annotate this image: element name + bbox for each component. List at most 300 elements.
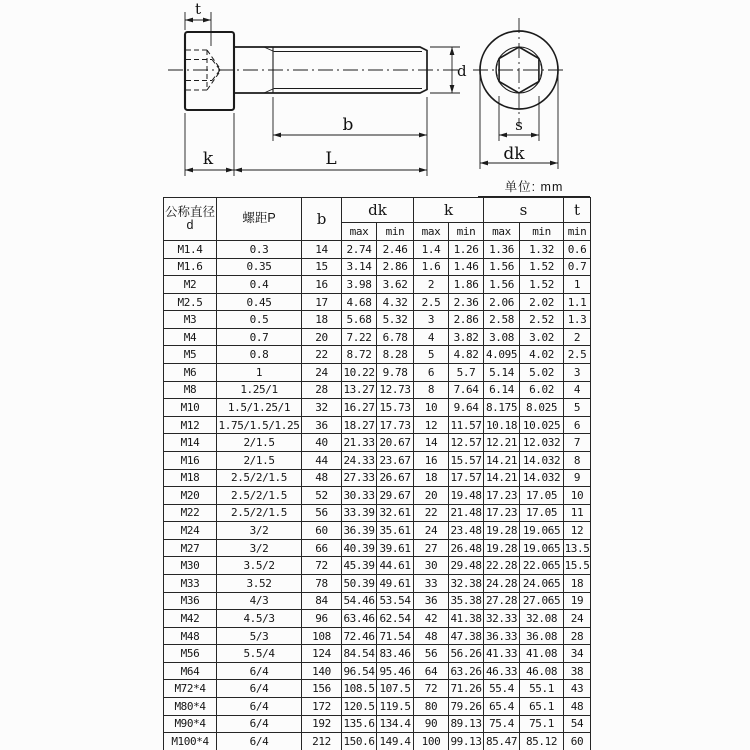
table-cell: 34 bbox=[564, 645, 591, 663]
table-cell: 23.67 bbox=[377, 451, 414, 469]
screw-end-view bbox=[473, 18, 566, 169]
table-cell: 23.48 bbox=[449, 522, 484, 540]
table-cell: 11 bbox=[564, 504, 591, 522]
table-cell: 42 bbox=[414, 610, 449, 628]
table-cell: 5.32 bbox=[377, 311, 414, 329]
table-cell: 17.05 bbox=[520, 487, 564, 505]
table-cell: 90 bbox=[414, 715, 449, 733]
table-cell: 18 bbox=[414, 469, 449, 487]
table-cell: 6 bbox=[414, 364, 449, 382]
table-cell: 75.4 bbox=[484, 715, 520, 733]
table-row bbox=[164, 733, 591, 750]
subheader-t-min: min bbox=[564, 223, 591, 241]
table-cell: 0.7 bbox=[564, 258, 591, 276]
table-cell: 22 bbox=[414, 504, 449, 522]
table-row bbox=[164, 662, 591, 680]
table-cell: 41.33 bbox=[484, 645, 520, 663]
table-cell: 1 bbox=[217, 364, 302, 382]
table-row bbox=[164, 627, 591, 645]
table-cell: 0.35 bbox=[217, 258, 302, 276]
table-cell: 17 bbox=[302, 293, 342, 311]
table-cell: 8.72 bbox=[342, 346, 377, 364]
table-cell: 20.67 bbox=[377, 434, 414, 452]
subheader-s-min: min bbox=[520, 223, 564, 241]
table-cell: 30.33 bbox=[342, 487, 377, 505]
table-cell: 2.46 bbox=[377, 241, 414, 259]
table-cell: 21.33 bbox=[342, 434, 377, 452]
table-cell: 3 bbox=[564, 364, 591, 382]
table-cell: 12.21 bbox=[484, 434, 520, 452]
dim-label-k: k bbox=[202, 149, 214, 169]
table-cell: 36 bbox=[414, 592, 449, 610]
cell-nominal-diameter: M6 bbox=[164, 364, 217, 382]
table-cell: 19.48 bbox=[449, 487, 484, 505]
table-cell: 0.4 bbox=[217, 276, 302, 294]
table-cell: 36.39 bbox=[342, 522, 377, 540]
table-cell: 14.032 bbox=[520, 469, 564, 487]
table-cell: 9 bbox=[564, 469, 591, 487]
table-cell: 24 bbox=[564, 610, 591, 628]
table-cell: 108.5 bbox=[342, 680, 377, 698]
table-cell: 4 bbox=[414, 328, 449, 346]
table-cell: 48 bbox=[564, 698, 591, 716]
table-row bbox=[164, 645, 591, 663]
table-cell: 24 bbox=[302, 364, 342, 382]
col-header-pitch: 螺距P bbox=[217, 198, 302, 241]
table-row bbox=[164, 276, 591, 294]
table-cell: 1.56 bbox=[484, 258, 520, 276]
table-cell: 3.52 bbox=[217, 574, 302, 592]
table-cell: 17.23 bbox=[484, 504, 520, 522]
table-cell: 8.28 bbox=[377, 346, 414, 364]
table-cell: 32.08 bbox=[520, 610, 564, 628]
table-cell: 1.32 bbox=[520, 241, 564, 259]
table-cell: 28 bbox=[302, 381, 342, 399]
table-cell: 18.27 bbox=[342, 416, 377, 434]
table-cell: 32 bbox=[302, 399, 342, 417]
table-cell: 50.39 bbox=[342, 574, 377, 592]
table-cell: 2/1.5 bbox=[217, 451, 302, 469]
table-cell: 56.26 bbox=[449, 645, 484, 663]
table-cell: 32.38 bbox=[449, 574, 484, 592]
table-cell: 18 bbox=[564, 574, 591, 592]
table-cell: 6/4 bbox=[217, 733, 302, 750]
table-row bbox=[164, 715, 591, 733]
table-cell: 3/2 bbox=[217, 539, 302, 557]
table-cell: 6/4 bbox=[217, 662, 302, 680]
table-cell: 1.26 bbox=[449, 241, 484, 259]
table-cell: 2.5 bbox=[564, 346, 591, 364]
table-row bbox=[164, 258, 591, 276]
table-cell: 212 bbox=[302, 733, 342, 750]
col-header-k: k bbox=[414, 198, 484, 223]
table-row bbox=[164, 241, 591, 259]
table-cell: 14 bbox=[302, 241, 342, 259]
cell-nominal-diameter: M72*4 bbox=[164, 680, 217, 698]
table-row bbox=[164, 451, 591, 469]
table-cell: 18 bbox=[302, 311, 342, 329]
unit-label: 单位: mm bbox=[478, 179, 590, 197]
dim-label-b: b bbox=[342, 115, 354, 135]
table-cell: 10.18 bbox=[484, 416, 520, 434]
table-cell: 6/4 bbox=[217, 680, 302, 698]
table-cell: 53.54 bbox=[377, 592, 414, 610]
dim-label-L: L bbox=[325, 149, 337, 169]
dim-label-d: d bbox=[457, 62, 467, 80]
table-cell: 84 bbox=[302, 592, 342, 610]
table-cell: 80 bbox=[414, 698, 449, 716]
col-header-s: s bbox=[484, 198, 564, 223]
col-header-t: t bbox=[564, 198, 591, 223]
table-cell: 2.74 bbox=[342, 241, 377, 259]
table-cell: 1 bbox=[564, 276, 591, 294]
table-cell: 3.82 bbox=[449, 328, 484, 346]
table-cell: 5.14 bbox=[484, 364, 520, 382]
table-cell: 8 bbox=[414, 381, 449, 399]
cell-nominal-diameter: M33 bbox=[164, 574, 217, 592]
cell-nominal-diameter: M64 bbox=[164, 662, 217, 680]
table-cell: 43 bbox=[564, 680, 591, 698]
table-cell: 14.21 bbox=[484, 451, 520, 469]
table-cell: 0.3 bbox=[217, 241, 302, 259]
table-cell: 17.57 bbox=[449, 469, 484, 487]
table-cell: 46.33 bbox=[484, 662, 520, 680]
table-cell: 85.47 bbox=[484, 733, 520, 750]
table-cell: 71.26 bbox=[449, 680, 484, 698]
subheader-dk-min: min bbox=[377, 223, 414, 241]
cell-nominal-diameter: M16 bbox=[164, 451, 217, 469]
table-row bbox=[164, 399, 591, 417]
table-cell: 108 bbox=[302, 627, 342, 645]
table-cell: 3.08 bbox=[484, 328, 520, 346]
table-cell: 150.6 bbox=[342, 733, 377, 750]
table-cell: 17.23 bbox=[484, 487, 520, 505]
table-cell: 16 bbox=[414, 451, 449, 469]
table-row bbox=[164, 557, 591, 575]
table-cell: 1.56 bbox=[484, 276, 520, 294]
table-cell: 49.61 bbox=[377, 574, 414, 592]
table-cell: 6/4 bbox=[217, 698, 302, 716]
table-cell: 0.5 bbox=[217, 311, 302, 329]
table-cell: 19 bbox=[564, 592, 591, 610]
table-cell: 2.5/2/1.5 bbox=[217, 487, 302, 505]
table-cell: 2.5 bbox=[414, 293, 449, 311]
table-cell: 63.26 bbox=[449, 662, 484, 680]
table-cell: 35.38 bbox=[449, 592, 484, 610]
table-cell: 4.02 bbox=[520, 346, 564, 364]
table-cell: 85.12 bbox=[520, 733, 564, 750]
table-cell: 2.5/2/1.5 bbox=[217, 469, 302, 487]
table-cell: 12.73 bbox=[377, 381, 414, 399]
table-cell: 1.52 bbox=[520, 276, 564, 294]
table-cell: 27.28 bbox=[484, 592, 520, 610]
table-cell: 12.57 bbox=[449, 434, 484, 452]
table-cell: 48 bbox=[302, 469, 342, 487]
table-cell: 3.98 bbox=[342, 276, 377, 294]
table-cell: 41.38 bbox=[449, 610, 484, 628]
table-row bbox=[164, 539, 591, 557]
table-row bbox=[164, 416, 591, 434]
table-cell: 35.61 bbox=[377, 522, 414, 540]
table-cell: 3.5/2 bbox=[217, 557, 302, 575]
table-cell: 32.61 bbox=[377, 504, 414, 522]
table-row bbox=[164, 293, 591, 311]
table-cell: 64 bbox=[414, 662, 449, 680]
spec-table bbox=[163, 197, 591, 750]
table-row bbox=[164, 698, 591, 716]
table-cell: 41.08 bbox=[520, 645, 564, 663]
table-cell: 5 bbox=[564, 399, 591, 417]
table-cell: 24.33 bbox=[342, 451, 377, 469]
table-cell: 27 bbox=[414, 539, 449, 557]
table-cell: 78 bbox=[302, 574, 342, 592]
table-cell: 5.7 bbox=[449, 364, 484, 382]
table-cell: 2.06 bbox=[484, 293, 520, 311]
table-cell: 1.5/1.25/1 bbox=[217, 399, 302, 417]
table-cell: 26.67 bbox=[377, 469, 414, 487]
table-row bbox=[164, 592, 591, 610]
table-cell: 19.065 bbox=[520, 539, 564, 557]
cell-nominal-diameter: M42 bbox=[164, 610, 217, 628]
table-cell: 17.05 bbox=[520, 504, 564, 522]
table-cell: 45.39 bbox=[342, 557, 377, 575]
col-header-nominal-diameter bbox=[164, 198, 217, 241]
cell-nominal-diameter: M18 bbox=[164, 469, 217, 487]
table-cell: 4/3 bbox=[217, 592, 302, 610]
dim-label-t: t bbox=[194, 0, 202, 18]
table-cell: 6.78 bbox=[377, 328, 414, 346]
table-cell: 22 bbox=[302, 346, 342, 364]
table-row bbox=[164, 522, 591, 540]
table-cell: 0.6 bbox=[564, 241, 591, 259]
table-cell: 33 bbox=[414, 574, 449, 592]
subheader-dk-max: max bbox=[342, 223, 377, 241]
table-cell: 2.52 bbox=[520, 311, 564, 329]
table-cell: 22.28 bbox=[484, 557, 520, 575]
table-cell: 0.45 bbox=[217, 293, 302, 311]
table-cell: 12 bbox=[414, 416, 449, 434]
table-cell: 52 bbox=[302, 487, 342, 505]
table-cell: 65.4 bbox=[484, 698, 520, 716]
cell-nominal-diameter: M56 bbox=[164, 645, 217, 663]
table-cell: 13.27 bbox=[342, 381, 377, 399]
table-cell: 2.5/2/1.5 bbox=[217, 504, 302, 522]
cell-nominal-diameter: M22 bbox=[164, 504, 217, 522]
table-cell: 1.1 bbox=[564, 293, 591, 311]
table-cell: 14.032 bbox=[520, 451, 564, 469]
table-cell: 99.13 bbox=[449, 733, 484, 750]
table-cell: 54 bbox=[564, 715, 591, 733]
table-cell: 2 bbox=[414, 276, 449, 294]
table-cell: 2.36 bbox=[449, 293, 484, 311]
table-cell: 10 bbox=[414, 399, 449, 417]
table-cell: 2.02 bbox=[520, 293, 564, 311]
table-cell: 24.28 bbox=[484, 574, 520, 592]
table-cell: 44.61 bbox=[377, 557, 414, 575]
table-cell: 2.58 bbox=[484, 311, 520, 329]
table-cell: 9.78 bbox=[377, 364, 414, 382]
table-cell: 13.5 bbox=[564, 539, 591, 557]
table-cell: 2 bbox=[564, 328, 591, 346]
spec-table-body bbox=[164, 241, 591, 750]
cell-nominal-diameter: M8 bbox=[164, 381, 217, 399]
table-cell: 140 bbox=[302, 662, 342, 680]
table-cell: 5.02 bbox=[520, 364, 564, 382]
table-cell: 56 bbox=[414, 645, 449, 663]
table-cell: 8.025 bbox=[520, 399, 564, 417]
table-cell: 29.67 bbox=[377, 487, 414, 505]
table-cell: 65.1 bbox=[520, 698, 564, 716]
table-cell: 38 bbox=[564, 662, 591, 680]
table-cell: 16.27 bbox=[342, 399, 377, 417]
table-row bbox=[164, 680, 591, 698]
cell-nominal-diameter: M2 bbox=[164, 276, 217, 294]
cell-nominal-diameter: M48 bbox=[164, 627, 217, 645]
cell-nominal-diameter: M12 bbox=[164, 416, 217, 434]
table-cell: 55.1 bbox=[520, 680, 564, 698]
spec-table-head bbox=[164, 198, 591, 241]
table-cell: 135.6 bbox=[342, 715, 377, 733]
table-cell: 15.5 bbox=[564, 557, 591, 575]
table-cell: 15 bbox=[302, 258, 342, 276]
table-cell: 14.21 bbox=[484, 469, 520, 487]
table-cell: 36 bbox=[302, 416, 342, 434]
table-cell: 192 bbox=[302, 715, 342, 733]
table-cell: 21.48 bbox=[449, 504, 484, 522]
table-row bbox=[164, 434, 591, 452]
table-cell: 5 bbox=[414, 346, 449, 364]
table-cell: 7 bbox=[564, 434, 591, 452]
table-cell: 5.5/4 bbox=[217, 645, 302, 663]
table-cell: 149.4 bbox=[377, 733, 414, 750]
table-cell: 2.86 bbox=[377, 258, 414, 276]
table-row bbox=[164, 381, 591, 399]
table-cell: 39.61 bbox=[377, 539, 414, 557]
subheader-k-max: max bbox=[414, 223, 449, 241]
screw-side-view bbox=[168, 0, 467, 176]
table-cell: 2/1.5 bbox=[217, 434, 302, 452]
table-cell: 119.5 bbox=[377, 698, 414, 716]
table-cell: 27.065 bbox=[520, 592, 564, 610]
table-cell: 1.6 bbox=[414, 258, 449, 276]
table-cell: 60 bbox=[302, 522, 342, 540]
table-cell: 120.5 bbox=[342, 698, 377, 716]
table-cell: 156 bbox=[302, 680, 342, 698]
table-cell: 89.13 bbox=[449, 715, 484, 733]
cell-nominal-diameter: M80*4 bbox=[164, 698, 217, 716]
table-cell: 10.22 bbox=[342, 364, 377, 382]
table-cell: 5/3 bbox=[217, 627, 302, 645]
table-cell: 26.48 bbox=[449, 539, 484, 557]
table-cell: 62.54 bbox=[377, 610, 414, 628]
table-cell: 22.065 bbox=[520, 557, 564, 575]
table-cell: 1.25/1 bbox=[217, 381, 302, 399]
table-cell: 19.28 bbox=[484, 522, 520, 540]
dim-label-s: s bbox=[515, 116, 523, 134]
table-cell: 0.7 bbox=[217, 328, 302, 346]
table-cell: 54.46 bbox=[342, 592, 377, 610]
table-row bbox=[164, 346, 591, 364]
table-cell: 8.175 bbox=[484, 399, 520, 417]
table-cell: 4.82 bbox=[449, 346, 484, 364]
table-cell: 17.73 bbox=[377, 416, 414, 434]
table-cell: 56 bbox=[302, 504, 342, 522]
table-cell: 3.14 bbox=[342, 258, 377, 276]
table-row bbox=[164, 504, 591, 522]
table-cell: 16 bbox=[302, 276, 342, 294]
table-cell: 72 bbox=[302, 557, 342, 575]
table-cell: 60 bbox=[564, 733, 591, 750]
table-cell: 63.46 bbox=[342, 610, 377, 628]
spec-table-wrap bbox=[163, 197, 591, 750]
table-cell: 3/2 bbox=[217, 522, 302, 540]
table-cell: 6/4 bbox=[217, 715, 302, 733]
table-cell: 1.52 bbox=[520, 258, 564, 276]
table-cell: 84.54 bbox=[342, 645, 377, 663]
table-cell: 3.62 bbox=[377, 276, 414, 294]
table-cell: 4.32 bbox=[377, 293, 414, 311]
table-cell: 19.28 bbox=[484, 539, 520, 557]
table-cell: 12 bbox=[564, 522, 591, 540]
subheader-k-min: min bbox=[449, 223, 484, 241]
table-cell: 4 bbox=[564, 381, 591, 399]
table-cell: 1.4 bbox=[414, 241, 449, 259]
table-cell: 72.46 bbox=[342, 627, 377, 645]
table-cell: 47.38 bbox=[449, 627, 484, 645]
table-cell: 6 bbox=[564, 416, 591, 434]
table-row bbox=[164, 469, 591, 487]
table-cell: 1.3 bbox=[564, 311, 591, 329]
table-cell: 83.46 bbox=[377, 645, 414, 663]
table-cell: 75.1 bbox=[520, 715, 564, 733]
table-cell: 20 bbox=[302, 328, 342, 346]
table-cell: 29.48 bbox=[449, 557, 484, 575]
cell-nominal-diameter: M20 bbox=[164, 487, 217, 505]
table-cell: 24.065 bbox=[520, 574, 564, 592]
table-cell: 107.5 bbox=[377, 680, 414, 698]
table-cell: 96.54 bbox=[342, 662, 377, 680]
table-cell: 32.33 bbox=[484, 610, 520, 628]
col-header-dk: dk bbox=[342, 198, 414, 223]
nominal-diameter-symbol: d bbox=[186, 218, 194, 232]
cell-nominal-diameter: M3 bbox=[164, 311, 217, 329]
table-row bbox=[164, 364, 591, 382]
table-cell: 44 bbox=[302, 451, 342, 469]
table-row bbox=[164, 328, 591, 346]
table-cell: 14 bbox=[414, 434, 449, 452]
table-cell: 10.025 bbox=[520, 416, 564, 434]
cell-nominal-diameter: M100*4 bbox=[164, 733, 217, 750]
table-row bbox=[164, 311, 591, 329]
table-cell: 66 bbox=[302, 539, 342, 557]
cell-nominal-diameter: M1.6 bbox=[164, 258, 217, 276]
table-cell: 36.08 bbox=[520, 627, 564, 645]
table-cell: 100 bbox=[414, 733, 449, 750]
table-cell: 7.64 bbox=[449, 381, 484, 399]
table-cell: 33.39 bbox=[342, 504, 377, 522]
table-cell: 3.02 bbox=[520, 328, 564, 346]
table-cell: 11.57 bbox=[449, 416, 484, 434]
table-cell: 8 bbox=[564, 451, 591, 469]
table-cell: 40 bbox=[302, 434, 342, 452]
col-header-b: b bbox=[302, 198, 342, 241]
cell-nominal-diameter: M1.4 bbox=[164, 241, 217, 259]
table-cell: 6.02 bbox=[520, 381, 564, 399]
table-cell: 55.4 bbox=[484, 680, 520, 698]
table-cell: 72 bbox=[414, 680, 449, 698]
nominal-diameter-cn: 公称直径 bbox=[164, 204, 215, 219]
table-cell: 6.14 bbox=[484, 381, 520, 399]
